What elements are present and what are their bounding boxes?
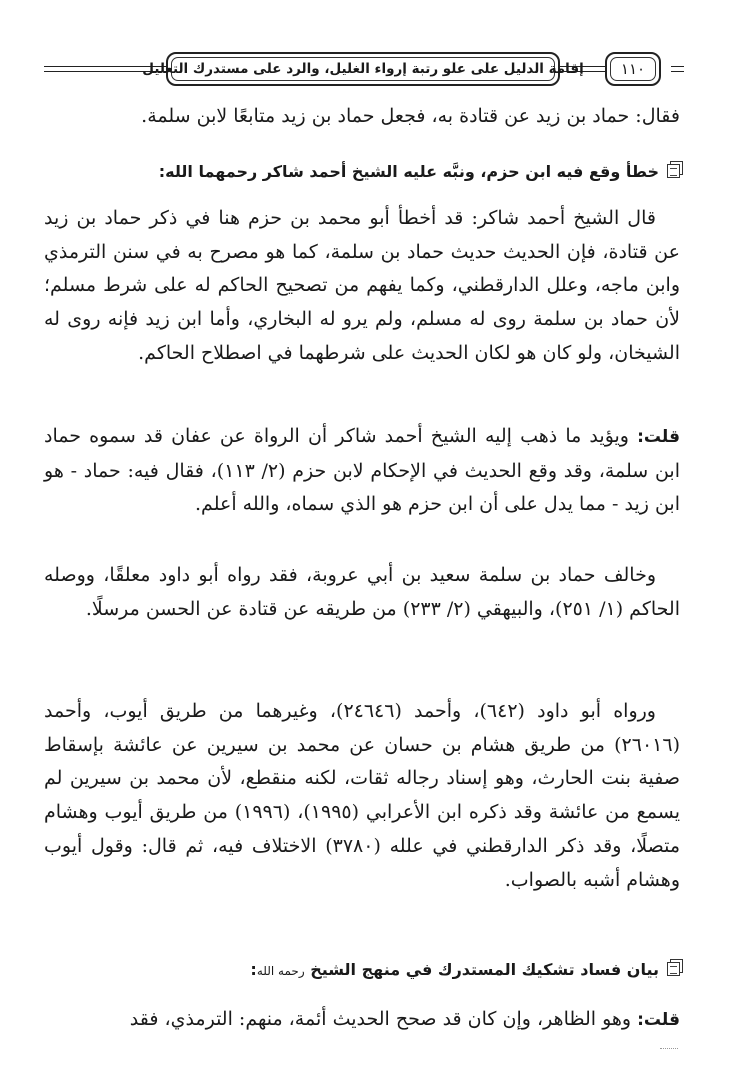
footer-mark — [660, 1048, 678, 1049]
running-title-frame — [142, 52, 584, 86]
heading-colon: : — [250, 960, 257, 979]
paragraph-5-text: ورواه أبو داود (٦٤٢)، وأحمد (٢٤٦٤٦)، وغيرهما من طريق أيوب، وأحمد (٢٦٠١٦) من طريق هشام بن حسان عن محمد بن سيرين عن عائشة بإسقاط صفية بنت الحارث، وهو إسناد رجاله ثقات، لكنه منقطع، لأن محمد بن سيرين لم يسمع من عائشة وقد ذكره ابن الأعرابي (١٩٩٥)، (١٩٩٦) من طريق أيوب وهشام متصلًا، وقد ذكر الدارقطني في علله (٣٧٨٠) الاختلاف فيه، ثم قال: وقول أيوب وهشام أشبه بالصواب. — [44, 700, 681, 891]
qultu-label: قلت: — [637, 427, 680, 447]
paragraph-1-text: فقال: حماد بن زيد عن قتادة به، فجعل حماد بن زيد متابعًا لابن سلمة. — [141, 105, 680, 127]
paragraph-5 — [44, 695, 680, 897]
paragraph-6-text: وهو الظاهر، وإن كان قد صحح الحديث أئمة، منهم: الترمذي، فقد — [129, 1008, 632, 1030]
page-number: ١١٠ — [610, 57, 656, 81]
paragraph-2-text: قال الشيخ أحمد شاكر: قد أخطأ أبو محمد بن حزم هنا في ذكر حماد بن زيد عن قتادة، فإن الحديث حديث حماد بن سلمة، كما هو مصرح به في سنن الترمذي وابن ماجه، وعلل الدارقطني، وكما يفهم من تصحيح الحاكم له على شرط مسلم؛ لأن حماد بن سلمة روى له مسلم، ولم يرو له البخاري، وأما ابن زيد فإنه روى له الشيخان، ولو كان هو لكان الحديث على شرطهما في اصطلاح الحاكم. — [44, 207, 680, 364]
section-heading-1 — [44, 160, 680, 184]
paragraph-6 — [44, 1003, 680, 1038]
honorific: رحمه الله — [256, 964, 305, 978]
section-heading-2-text: بيان فساد تشكيك المستدرك في منهج الشيخ — [310, 960, 659, 979]
note-icon — [667, 962, 680, 976]
paragraph-1 — [44, 100, 680, 134]
page-number-frame — [605, 52, 661, 86]
section-heading-1-text: خطأ وقع فيه ابن حزم، ونبَّه عليه الشيخ أحمد شاكر رحمهما الله: — [158, 162, 659, 181]
qultu-label: قلت: — [637, 1010, 680, 1030]
paragraph-4-text: وخالف حماد بن سلمة سعيد بن أبي عروبة، فقد رواه أبو داود معلقًا، ووصله الحاكم (١/ ٢٥١)، والبيهقي (٢/ ٢٣٣) من طريقه عن قتادة عن الحسن مرسلًا. — [44, 564, 680, 620]
paragraph-3 — [44, 420, 680, 522]
paragraph-3-text: ويؤيد ما ذهب إليه الشيخ أحمد شاكر أن الرواة عن عفان قد سموه حماد ابن سلمة، وقد وقع الحديث في الإحكام لابن حزم (٢/ ١١٣)، فقال فيه: حماد - هو ابن زيد - مما يدل على أن ابن حزم هو الذي سماه، والله أعلم. — [44, 425, 680, 516]
paragraph-2 — [44, 202, 680, 371]
paragraph-4 — [44, 559, 680, 626]
section-heading-2 — [44, 958, 680, 983]
running-title: إقامة الدليل على علو رتبة إرواء الغليل، والرد على مستدرك التعليل — [171, 57, 555, 81]
note-icon — [667, 164, 680, 178]
